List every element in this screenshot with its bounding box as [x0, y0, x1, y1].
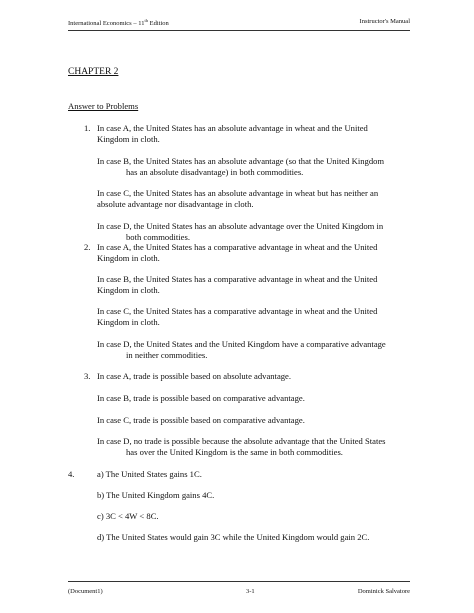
- header-divider: [68, 30, 410, 31]
- problem-1-case-c-line2: absolute advantage nor disadvantage in cloth.: [97, 199, 254, 209]
- problem-2-case-c-line1: In case C, the United States has a comparative advantage in wheat and the United: [97, 306, 378, 316]
- problem-3-number: 3.: [84, 371, 91, 381]
- problem-4-part-c: c) 3C < 4W < 8C.: [97, 511, 159, 521]
- problem-2-case-c-line2: Kingdom in cloth.: [97, 317, 160, 327]
- problem-1-case-b-line1: In case B, the United States has an absolute advantage (so that the United Kingdom: [97, 156, 385, 166]
- header-title: International Economics – 11: [68, 20, 145, 28]
- problem-1-case-a-line2: Kingdom in cloth.: [97, 134, 160, 144]
- problem-3-case-a: In case A, trade is possible based on absolute advantage.: [97, 371, 292, 381]
- footer-page-number: 3-1: [246, 588, 255, 595]
- problem-2-case-b-line1: In case B, the United States has a comparative advantage in wheat and the United: [97, 274, 378, 284]
- problem-4-part-a: a) The United States gains 1C.: [97, 469, 202, 479]
- problem-2-case-a-line2: Kingdom in cloth.: [97, 253, 160, 263]
- problem-1-case-d-line2: both commodities.: [126, 232, 190, 242]
- problem-3-case-d-line2: has over the United Kingdom is the same in both commodities.: [126, 447, 343, 457]
- footer-author: Dominick Salvatore: [357, 588, 410, 595]
- problem-4-number: 4.: [68, 469, 75, 479]
- chapter-title: CHAPTER 2: [68, 67, 119, 77]
- problem-2-case-d-line2: in neither commodities.: [126, 350, 208, 360]
- header-superscript: th: [144, 18, 148, 23]
- header-edition: Edition: [148, 20, 169, 28]
- problem-3-case-c: In case C, trade is possible based on comparative advantage.: [97, 415, 305, 425]
- header-left: [68, 18, 169, 27]
- problem-2-case-a-line1: In case A, the United States has a comparative advantage in wheat and the United: [97, 242, 378, 252]
- problem-1-case-b-line2: has an absolute disadvantage) in both commodities.: [126, 167, 304, 177]
- section-title: Answer to Problems: [68, 101, 139, 111]
- problem-3-case-d-line1: In case D, no trade is possible because the absolute advantage that the United States: [97, 436, 386, 446]
- problem-4-part-d: d) The United States would gain 3C while the United Kingdom would gain 2C.: [97, 532, 370, 542]
- problem-1-case-c-line1: In case C, the United States has an absolute advantage in wheat but has neither an: [97, 188, 379, 198]
- problem-2-number: 2.: [84, 242, 91, 252]
- problem-2-case-d-line1: In case D, the United States and the United Kingdom have a comparative advantage: [97, 339, 386, 349]
- problem-1-case-a-line1: In case A, the United States has an absolute advantage in wheat and the United: [97, 123, 368, 133]
- problem-3-case-b: In case B, trade is possible based on comparative advantage.: [97, 393, 305, 403]
- footer-document: (Document1): [68, 588, 103, 595]
- problem-1-number: 1.: [84, 123, 91, 133]
- header-right: Instructor's Manual: [359, 18, 410, 25]
- problem-4-part-b: b) The United Kingdom gains 4C.: [97, 490, 215, 500]
- problem-1-case-d-line1: In case D, the United States has an absolute advantage over the United Kingdom in: [97, 221, 384, 231]
- footer-divider: [68, 581, 410, 582]
- problem-2-case-b-line2: Kingdom in cloth.: [97, 285, 160, 295]
